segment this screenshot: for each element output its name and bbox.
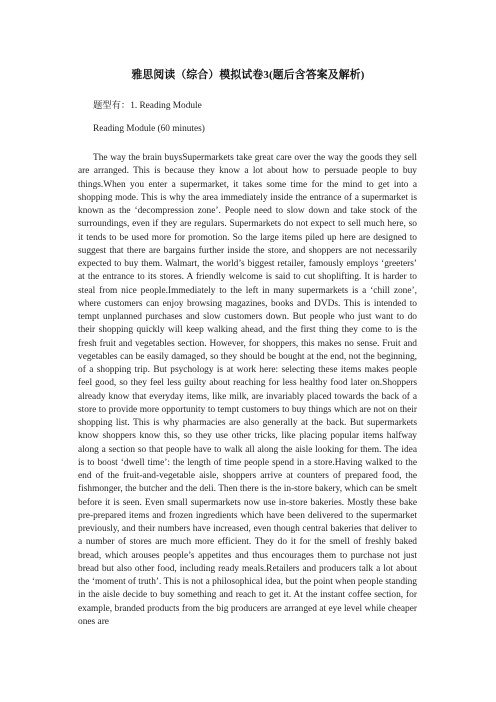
question-type-line: 题型有：1. Reading Module xyxy=(93,101,202,111)
section-heading: Reading Module (60 minutes) xyxy=(93,124,205,134)
document-title: 雅思阅读（综合）模拟试卷3(题后含答案及解析) xyxy=(131,69,365,81)
reading-passage: The way the brain buysSupermarkets take great care over the way the goods they sell are arranged. This is because they know a lot about how to persuade people to buy things.When you enter a supermarket, it takes some time for the mind to get into a shopping mode. This is why the area immediately inside the entrance of a supermarket is known as the ‘decompression zone’. People need to slow down and take stock of the surroundings, even if they are regulars. Supermarkets do not expect to sell much here, so it tends to be used more for promotion. So the large items piled up here are designed to suggest that there are bargains further inside the store, and shoppers are not necessarily expected to buy them. Walmart, the world’s biggest retailer, famously employs ‘greeters’ at the entrance to its stores. A friendly welcome is said to cut shoplifting. It is harder to steal from nice people.Immediately to the left in many supermarkets is a ‘chill zone’, where customers can enjoy browsing magazines, books and DVDs. This is intended to tempt unplanned purchases and slow customers down. But people who just want to do their shopping quickly will keep walking ahead, and the first thing they come to is the fresh fruit and vegetables section. However, for shoppers, this makes no sense. Fruit and vegetables can be easily damaged, so they should be bought at the end, not the beginning, of a shopping trip. But psychology is at work here: selecting these items makes people feel good, so they feel less guilty about reaching for less healthy food later on.Shoppers already know that everyday items, like milk, are invariably placed towards the back of a store to provide more opportunity to tempt customers to buy things which are not on their shopping list. This is why pharmacies are also generally at the back. But supermarkets know shoppers know this, so they use other tricks, like placing popular items halfway along a section so that people have to walk all along the aisle looking for them. The idea is to boost ‘dwell time’: the length of time people spend in a store.Having walked to the end of the fruit-and-vegetable aisle, shoppers arrive at counters of prepared food, the fishmonger, the butcher and the deli. Then there is the in-store bakery, which can be smelt before it is seen. Even small supermarkets now use in-store bakeries. Mostly these bake pre-prepared items and frozen ingredients which have been delivered to the supermarket previously, and their numbers have increased, even though central bakeries that deliver to a number of stores are much more efficient. They do it for the smell of freshly baked bread, which arouses people’s appetites and thus encourages them to purchase not just bread but also other food, including ready meals.Retailers and producers talk a lot about the ‘moment of truth’. This is not a philosophical idea, but the point when people standing in the aisle decide to buy something and reach to get it. At the instant coffee section, for example, branded products from the big producers are arranged at eye level while cheaper ones are xyxy=(78,153,417,627)
